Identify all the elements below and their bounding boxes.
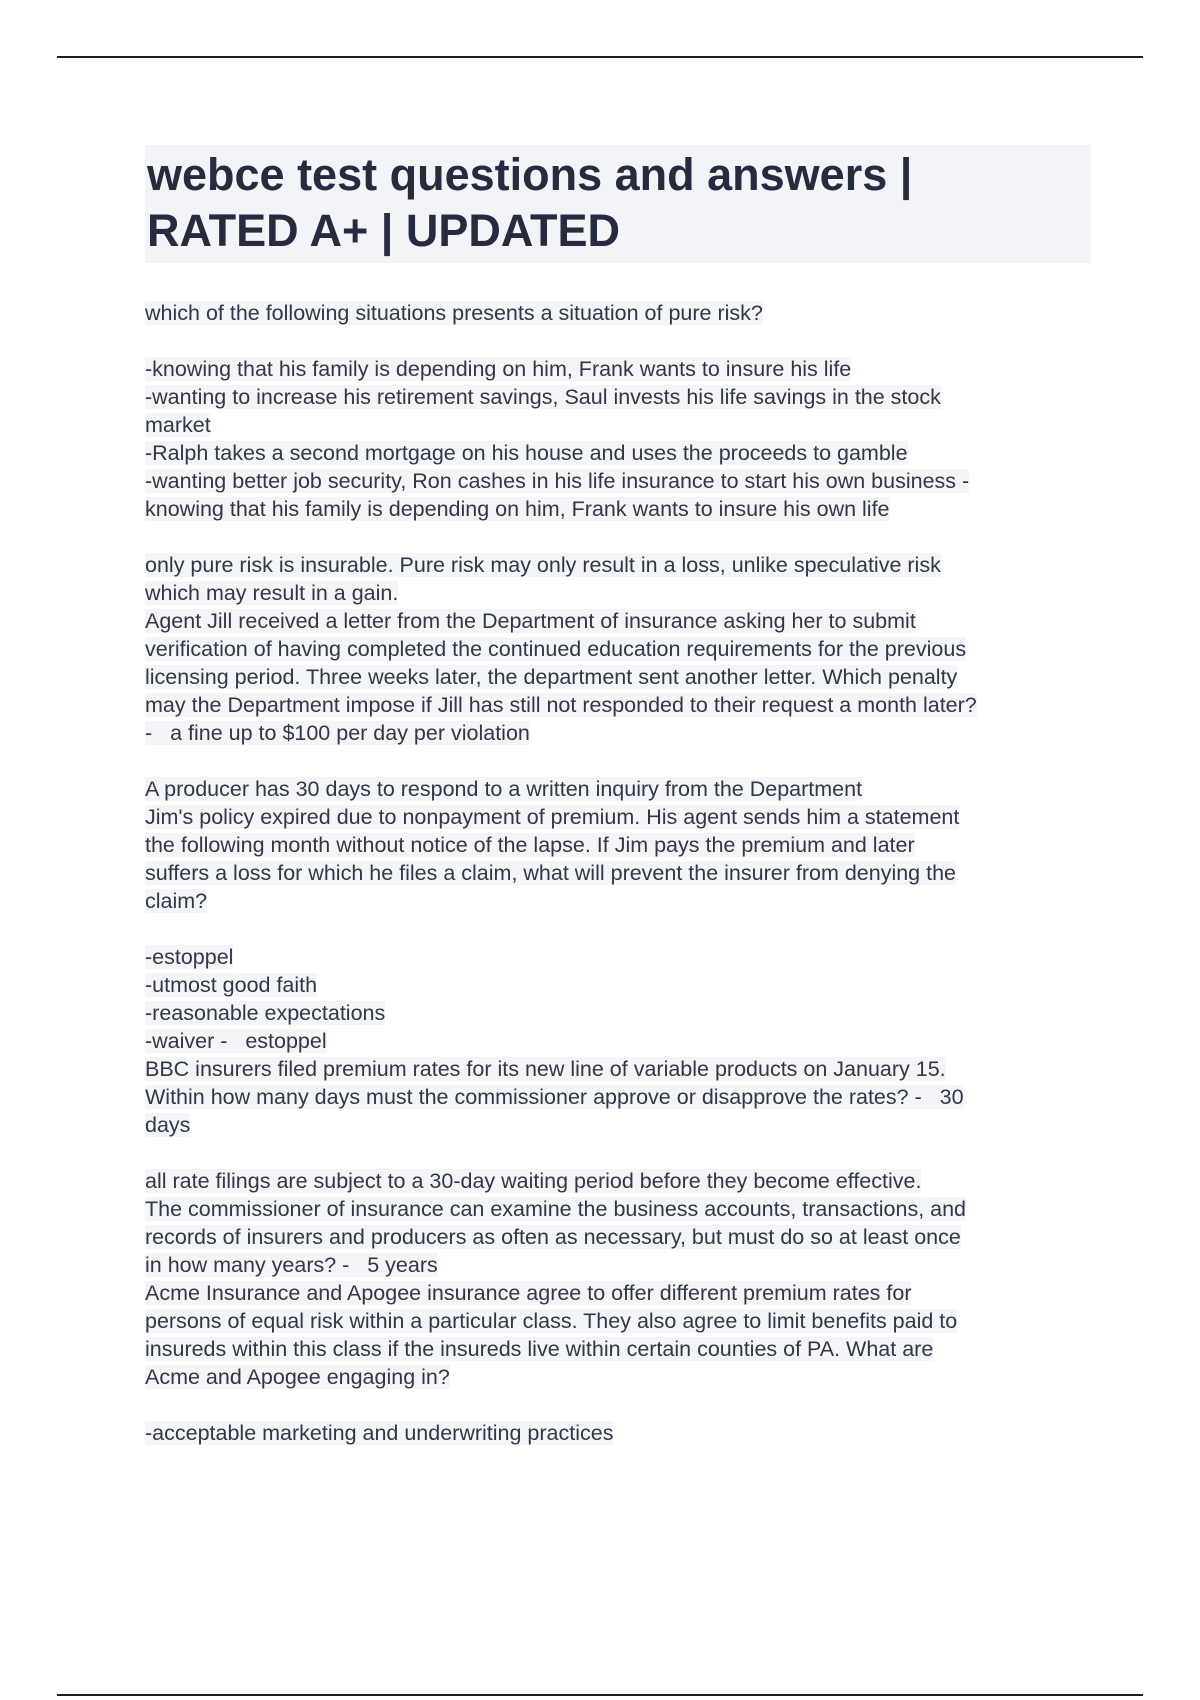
text-line: verification of having completed the continued education requirements for the previous [145, 637, 967, 661]
text-line: Agent Jill received a letter from the Department of insurance asking her to submit [145, 609, 916, 633]
paragraph-penalty-question [145, 551, 1091, 747]
text-line: Within how many days must the commissioner approve or disapprove the rates? - 30 [145, 1085, 964, 1109]
text-line: -wanting better job security, Ron cashes in his life insurance to start his own business - [145, 469, 970, 493]
paragraph-pure-risk-options [145, 355, 1091, 523]
text-line: Jim's policy expired due to nonpayment of premium. His agent sends him a statement [145, 805, 960, 829]
text-line: -estoppel [145, 945, 234, 969]
text-line: -knowing that his family is depending on him, Frank wants to insure his life [145, 357, 852, 381]
paragraph-question-pure-risk [145, 299, 1091, 327]
text-line: all rate filings are subject to a 30-day waiting period before they become effective. [145, 1169, 922, 1193]
text-line: -reasonable expectations [145, 1001, 386, 1025]
text-line: only pure risk is insurable. Pure risk may only result in a loss, unlike speculative risk [145, 553, 941, 577]
text-line: days [145, 1113, 191, 1137]
top-rule [57, 56, 1143, 58]
text-line: claim? [145, 889, 208, 913]
title-line: RATED A+ | UPDATED [147, 205, 621, 256]
text-line: persons of equal risk within a particular class. They also agree to limit benefits paid to [145, 1309, 958, 1333]
page-title [145, 145, 1091, 263]
text-line: Acme and Apogee engaging in? [145, 1365, 450, 1389]
text-line: -acceptable marketing and underwriting practices [145, 1421, 614, 1445]
paragraph-marketing-options [145, 1419, 1091, 1447]
document-body [145, 299, 1091, 1447]
text-line: may the Department impose if Jill has still not responded to their request a month later? [145, 693, 977, 717]
text-line: insureds within this class if the insureds live within certain counties of PA. What are [145, 1337, 934, 1361]
document-content [145, 145, 1091, 1475]
text-line: Acme Insurance and Apogee insurance agree to offer different premium rates for [145, 1281, 912, 1305]
title-line: webce test questions and answers | [147, 149, 913, 200]
text-line: records of insurers and producers as often as necessary, but must do so at least once [145, 1225, 961, 1249]
text-line: -wanting to increase his retirement savings, Saul invests his life savings in the stock [145, 385, 941, 409]
text-line: licensing period. Three weeks later, the department sent another letter. Which penalty [145, 665, 958, 689]
text-line: the following month without notice of the lapse. If Jim pays the premium and later [145, 833, 915, 857]
text-line: which may result in a gain. [145, 581, 399, 605]
paragraph-estoppel-options [145, 943, 1091, 1139]
text-line: -waiver - estoppel [145, 1029, 327, 1053]
text-line: - a fine up to $100 per day per violation [145, 721, 530, 745]
text-line: which of the following situations presents a situation of pure risk? [145, 301, 763, 325]
paragraph-estoppel-question [145, 775, 1091, 915]
text-line: suffers a loss for which he files a claim, what will prevent the insurer from denying the [145, 861, 956, 885]
text-line: BBC insurers filed premium rates for its new line of variable products on January 15. [145, 1057, 946, 1081]
text-line: A producer has 30 days to respond to a written inquiry from the Department [145, 777, 863, 801]
text-line: in how many years? - 5 years [145, 1253, 438, 1277]
text-line: market [145, 413, 211, 437]
paragraph-rate-filings [145, 1167, 1091, 1391]
text-line: The commissioner of insurance can examine the business accounts, transactions, and [145, 1197, 967, 1221]
text-line: knowing that his family is depending on him, Frank wants to insure his own life [145, 497, 890, 521]
text-line: -utmost good faith [145, 973, 318, 997]
text-line: -Ralph takes a second mortgage on his house and uses the proceeds to gamble [145, 441, 908, 465]
bottom-rule [57, 1694, 1143, 1696]
